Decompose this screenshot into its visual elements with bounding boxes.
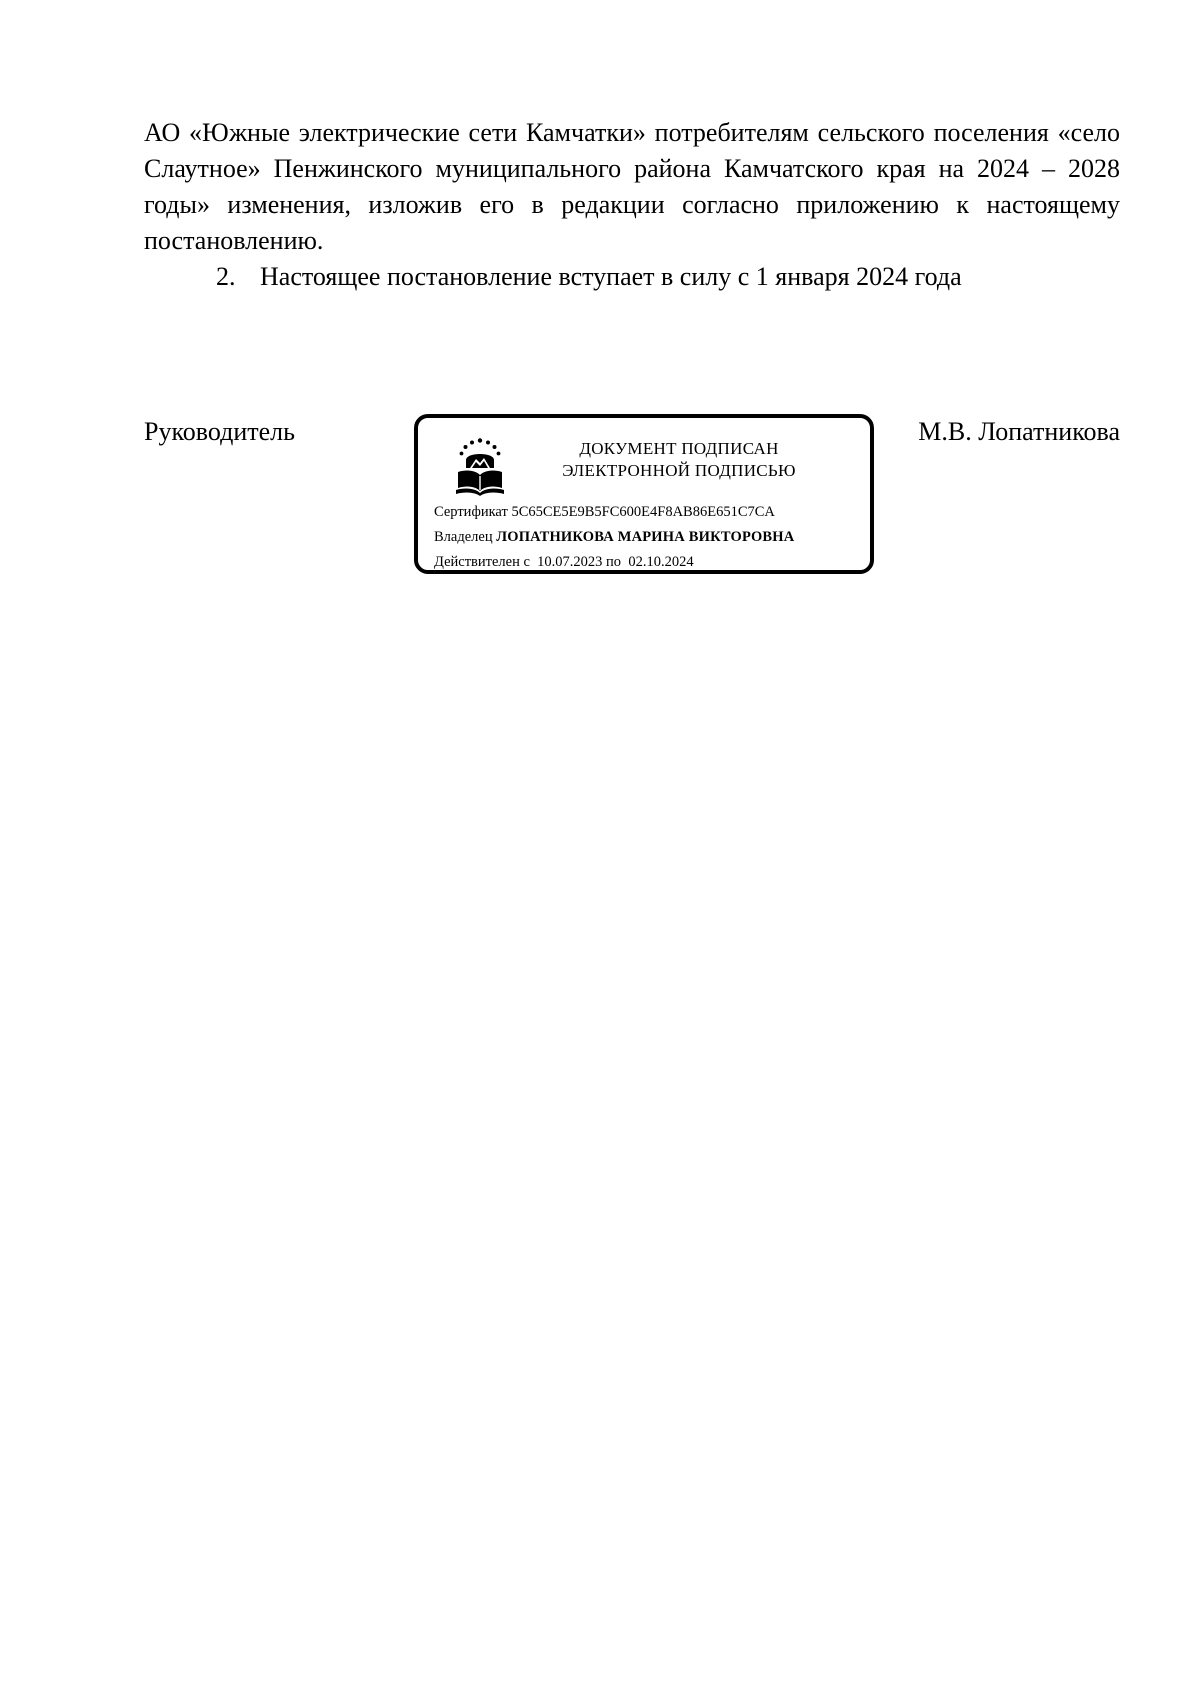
certificate-value: 5C65CE5E9B5FC600E4F8AB86E651C7CA — [511, 504, 775, 520]
valid-label: Действителен с — [434, 554, 530, 570]
signer-position: Руководитель — [144, 417, 295, 446]
stamp-details — [434, 500, 794, 575]
stamp-header — [514, 438, 844, 482]
document-body — [144, 115, 1120, 295]
stamp-owner-row — [434, 525, 794, 550]
valid-to: 02.10.2024 — [628, 554, 694, 570]
certificate-label: Сертификат — [434, 504, 508, 520]
kamchatka-emblem-icon — [454, 438, 506, 496]
stamp-validity-row — [434, 550, 794, 575]
stamp-certificate-row — [434, 500, 794, 525]
owner-label: Владелец — [434, 529, 493, 545]
item-text: Настоящее постановление вступает в силу с 1 января 2024 года — [260, 262, 962, 291]
e-signature-stamp — [414, 414, 874, 574]
owner-value: ЛОПАТНИКОВА МАРИНА ВИКТОРОВНА — [496, 529, 795, 545]
item-number: 2. — [216, 262, 236, 291]
signer-name: М.В. Лопатникова — [918, 417, 1120, 446]
valid-from: 10.07.2023 — [537, 554, 603, 570]
paragraph-main: АО «Южные электрические сети Камчатки» потребителям сельского поселения «село Слаутное» Пенжинского муниципального района Камчатского края на 2024 – 2028 годы» изменения, изложив его в редакции согласно приложению к настоящему постановлению. — [144, 118, 1120, 255]
valid-to-label: по — [606, 554, 622, 570]
stamp-header-line2: ЭЛЕКТРОННОЙ ПОДПИСЬЮ — [562, 461, 796, 480]
paragraph-item-2 — [144, 259, 1120, 295]
stamp-header-line1: ДОКУМЕНТ ПОДПИСАН — [579, 439, 779, 458]
